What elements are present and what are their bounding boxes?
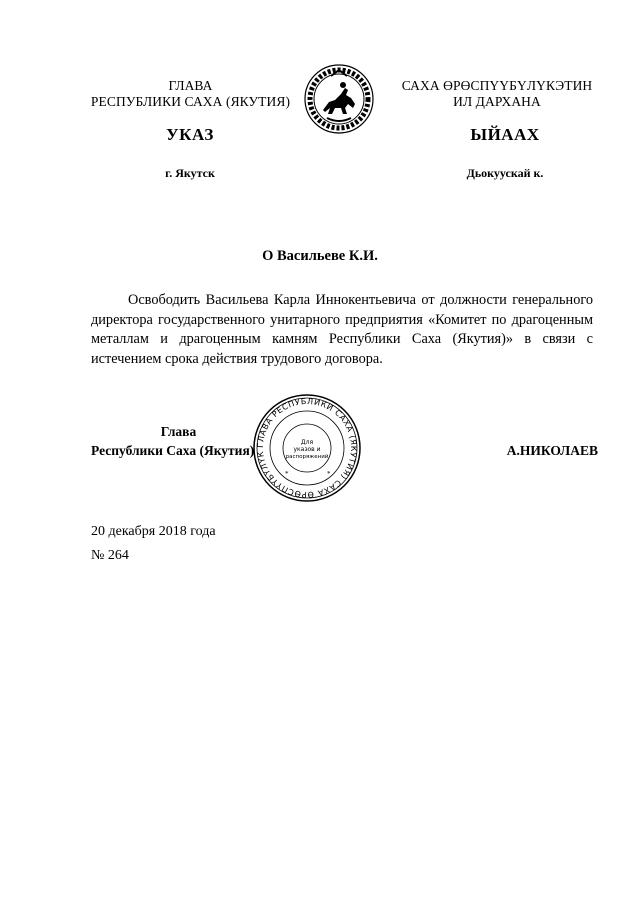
header-left-line1: ГЛАВА: [168, 78, 213, 93]
stamp-center-line1: Для: [300, 439, 314, 446]
stamp-center-line3: распоряжений: [285, 454, 329, 460]
coat-of-arms-icon: [301, 58, 377, 140]
decree-date: 20 декабря 2018 года: [91, 524, 216, 539]
official-stamp: [251, 392, 363, 504]
city-ru: г. Якутск: [165, 166, 215, 180]
decree-title: О Васильеве К.И.: [262, 248, 378, 264]
decree-number: № 264: [91, 548, 129, 563]
decree-body: Освободить Васильева Карла Иннокентьевича от должности генерального директора государственного унитарного предприятия «Комитет по драгоценным металлам и драгоценным камням Республики Саха (Якутия)» в связи с истечением срока действия трудового договора.: [91, 292, 593, 367]
stamp-center-line2: указов и: [293, 446, 321, 453]
doc-type-sakha: ЫЙААХ: [470, 125, 540, 144]
stamp-ring-text: ГЛАВА РЕСПУБЛИКИ САХА (ЯКУТИЯ) САХА ӨРӨСПҮҮБҮЛҮК: [255, 396, 359, 500]
header-right: [392, 78, 602, 110]
signature-position: [91, 422, 266, 460]
doc-type-ru: УКАЗ: [166, 125, 214, 144]
signature-name: А.НИКОЛАЕВ: [506, 443, 598, 458]
header-right-line1: САХА ӨРӨСПҮҮБҮЛҮКЭТИН: [401, 78, 593, 93]
header-left: [88, 78, 293, 110]
header-left-line2: РЕСПУБЛИКИ САХА (ЯКУТИЯ): [90, 94, 291, 109]
header-right-line2: ИЛ ДАРХАНА: [453, 94, 541, 109]
signature-position-line1: Глава: [160, 424, 197, 439]
signature-position-line2: Республики Саха (Якутия): [91, 443, 255, 458]
svg-text:*: *: [285, 470, 289, 478]
city-sakha: Дьокуускай к.: [466, 166, 544, 180]
svg-text:*: *: [327, 470, 331, 478]
